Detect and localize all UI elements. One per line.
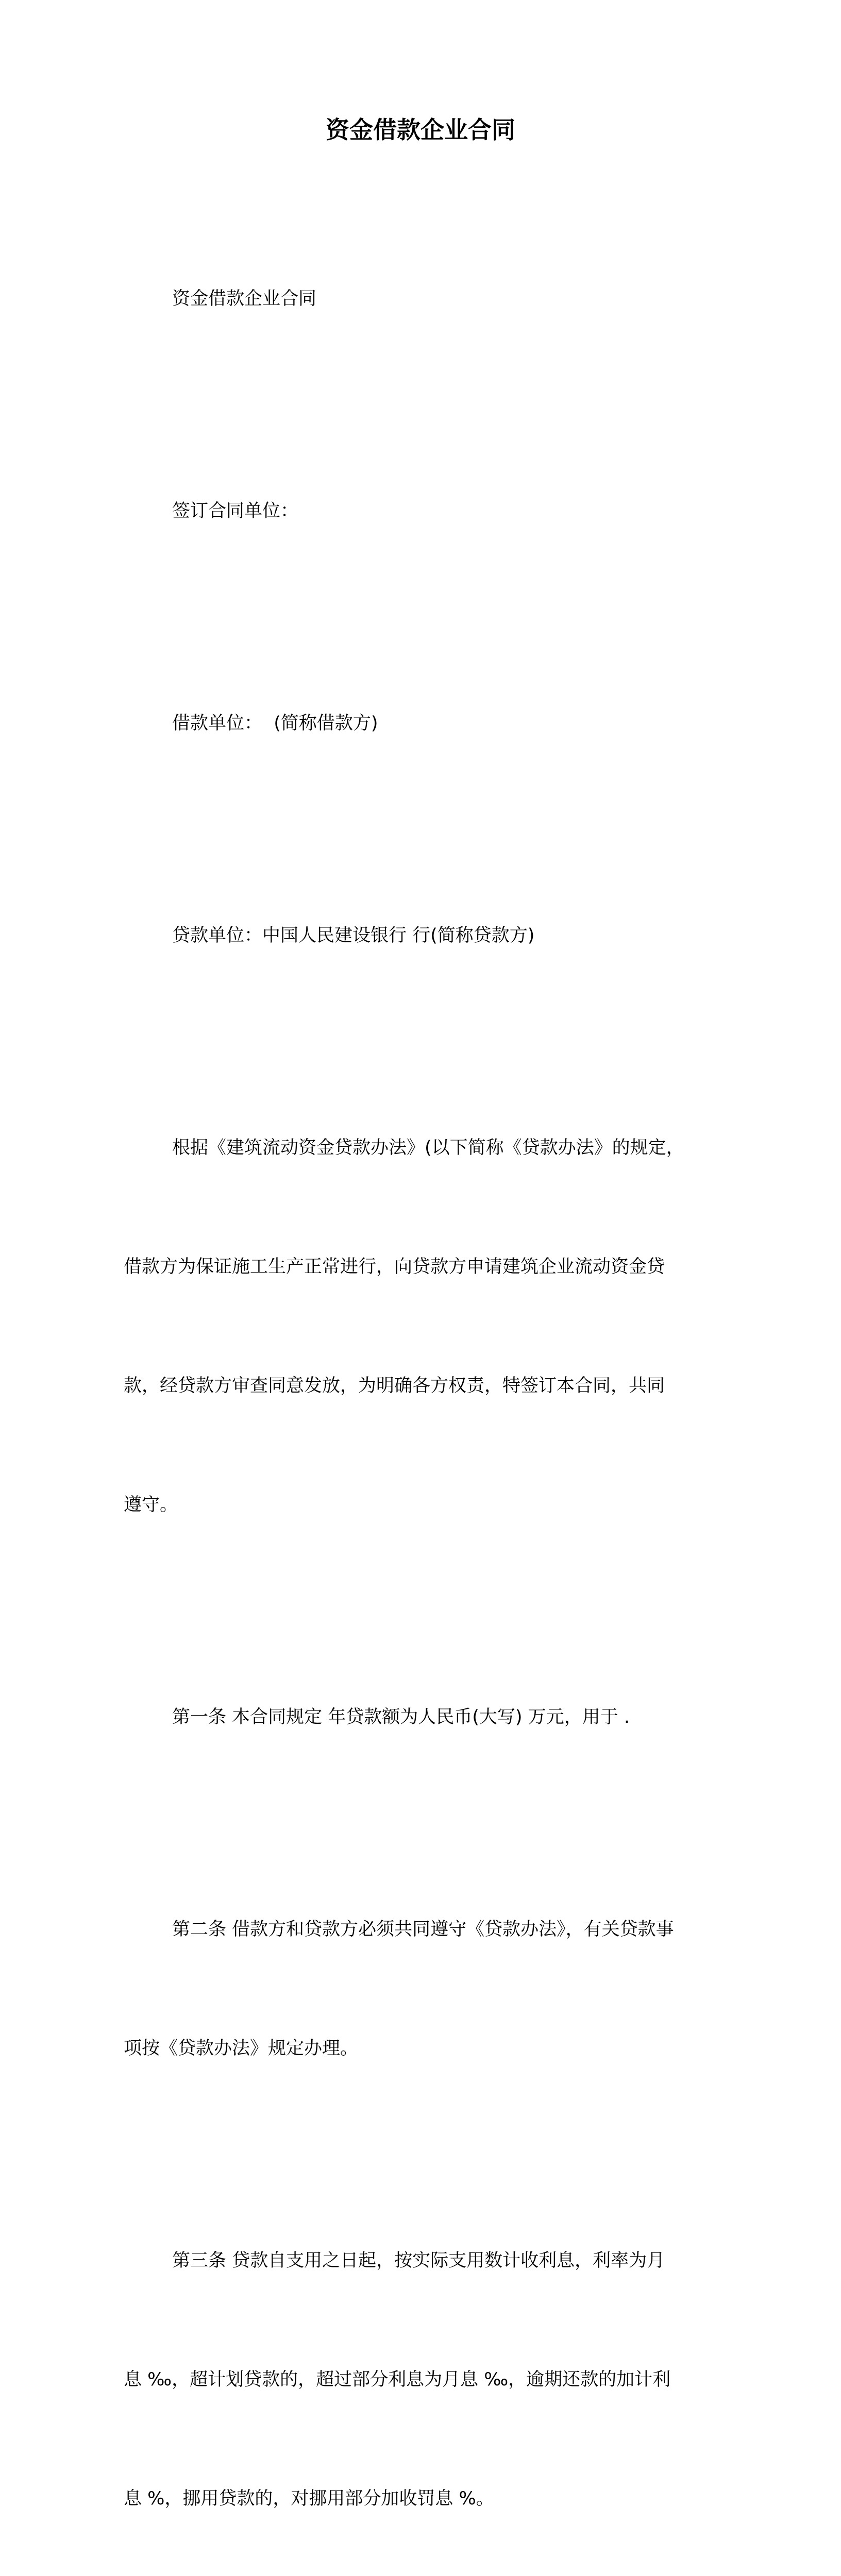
text-line: 息 ‰，超计划贷款的，超过部分利息为月息 ‰，逾期还款的加计利 [124,2369,671,2390]
text-line: 根据《建筑流动资金贷款办法》(以下简称《贷款办法》的规定， [172,1138,684,1158]
text-line: 遵守。 [124,1495,178,1515]
paragraph-article-2 [124,1831,727,2148]
paragraph-signing-parties [124,412,727,611]
paragraph-preamble [124,1049,727,1604]
text-line: 借款方为保证施工生产正常进行，向贷款方申请建筑企业流动资金贷 [124,1257,665,1277]
paragraph-subtitle [124,200,727,398]
paragraph-article-3 [124,2162,727,2576]
text-line: 款，经贷款方审查同意发放，为明确各方权责，特签订本合同，共同 [124,1376,665,1396]
text-line: 第一条 本合同规定 年贷款额为人民币(大写) 万元，用于 . [172,1707,630,1727]
paragraph-borrower [124,624,727,823]
text-line: 借款单位： (简称借款方) [172,713,378,734]
text-line: 签订合同单位： [172,501,299,521]
document-title: 资金借款企业合同 [326,116,515,144]
text-line: 贷款单位：中国人民建设银行 行(简称贷款方) [172,925,535,946]
text-line: 项按《贷款办法》规定办理。 [124,2038,359,2059]
text-line: 第二条 借款方和贷款方必须共同遵守《贷款办法》，有关贷款事 [172,1919,674,1940]
text-line: 第三条 贷款自支用之日起，按实际支用数计收利息，利率为月 [172,2250,665,2271]
document-body [124,200,727,2576]
paragraph-article-1 [124,1618,727,1817]
paragraph-lender [124,837,727,1035]
text-line: 息 %，挪用贷款的，对挪用部分加收罚息 %。 [124,2488,494,2509]
text-line: 资金借款企业合同 [172,289,317,309]
